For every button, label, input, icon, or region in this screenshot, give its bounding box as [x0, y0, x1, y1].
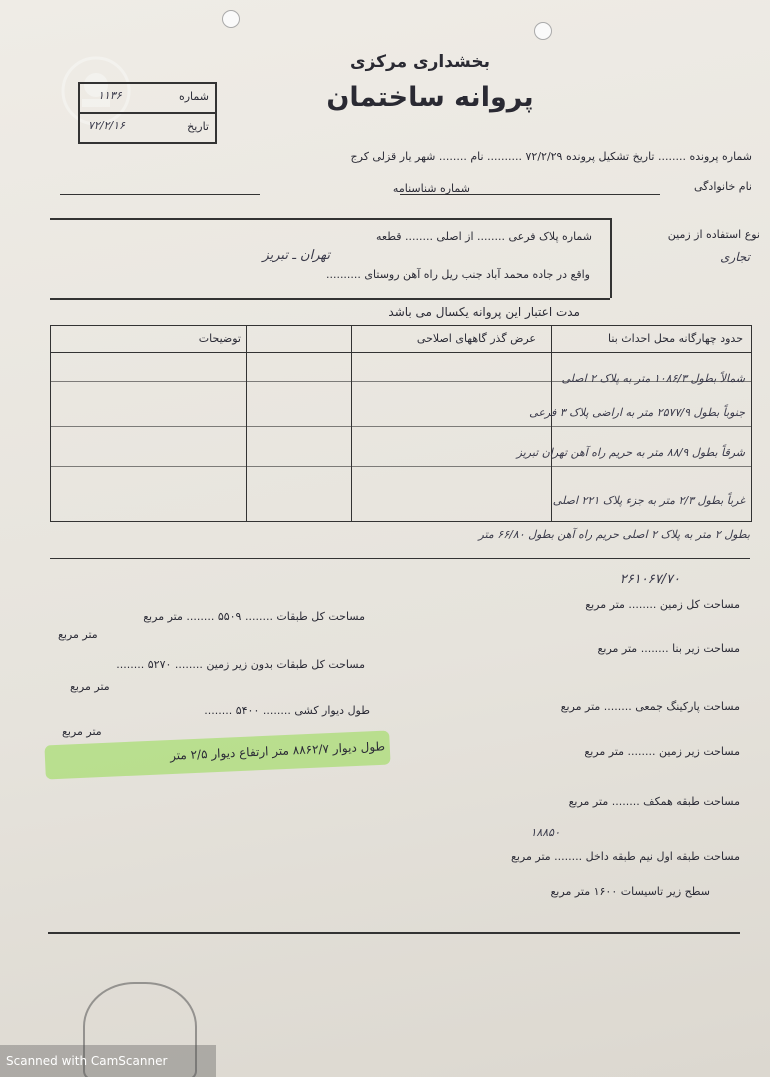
without-basement-unit: متر مربع — [70, 680, 110, 693]
all-floors-unit: متر مربع — [58, 628, 98, 641]
total-land: مساحت کل زمین ........ متر مربع — [585, 598, 740, 611]
address-line: واقع در جاده محمد آباد جنب ریل راه آهن روستای .......... — [325, 268, 590, 281]
without-basement: مساحت کل طبقات بدون زیر زمین ........ ۵۲۷۰ ........ — [116, 658, 365, 671]
basement-area: مساحت زیر زمین ........ متر مربع — [584, 745, 740, 758]
ground-level-area: مساحت طبقه همکف ........ متر مربع — [568, 795, 740, 808]
parking-area: مساحت پارکینگ جمعی ........ متر مربع — [560, 700, 740, 713]
usage-label: نوع استفاده از زمین — [667, 228, 760, 241]
col-notes: توضیحات — [198, 332, 241, 345]
file-line: شماره پرونده ........ تاریخ تشکیل پرونده ۷۲/۲/۲۹ .......... نام ........ شهر یار قزلی کرج — [350, 150, 752, 163]
table-row: بطول ۲ متر به پلاک ۲ اصلی حریم راه آهن بطول ۶۶/۸۰ متر — [478, 528, 750, 541]
ground-floor: مساحت زیر بنا ........ متر مربع — [597, 642, 740, 655]
boundaries-table — [50, 325, 752, 522]
location-value: تهران ـ تبریز — [262, 248, 330, 263]
facilities-area: سطح زیر تاسیسات ۱۶۰۰ متر مربع — [550, 885, 710, 898]
col-boundaries: حدود چهارگانه محل احداث بنا — [608, 332, 743, 345]
col-widths: عرض گذر گاههای اصلاحی — [416, 332, 536, 345]
all-floors: مساحت کل طبقات ........ ۵۵۰۹ ........ متر مربع — [143, 610, 365, 623]
table-row: جنوباً بطول ۲۵۷۷/۹ متر به اراضی پلاک ۳ فرعی — [529, 406, 745, 419]
number-label: شماره — [178, 90, 209, 103]
date-label: تاریخ — [187, 120, 209, 133]
office-title: بخشداری مرکزی — [349, 52, 490, 72]
mezzanine-value: ۱۸۸۵۰ — [530, 826, 560, 839]
plaque-label: شماره پلاک فرعی ........ از اصلی ........ قطعه — [375, 230, 592, 243]
number-box — [78, 82, 217, 144]
id-label: شماره شناسنامه — [392, 182, 470, 195]
family-label: نام خانوادگی — [694, 180, 752, 193]
punch-hole — [534, 22, 552, 40]
table-row: شمالاً بطول ۱۰۸۶/۳ متر به پلاک ۲ اصلی — [561, 372, 745, 385]
wall-length-unit: متر مربع — [62, 725, 102, 738]
mezzanine-area: مساحت طبقه اول نیم طبقه داخل ........ متر مربع — [511, 850, 740, 863]
table-row: شرقاً بطول ۸۸/۹ متر به حریم راه آهن تهران تبریز — [516, 446, 745, 459]
number-value: ۱۱۳۶ — [98, 89, 122, 102]
validity-note: مدت اعتبار این پروانه یکسال می باشد — [388, 305, 580, 319]
permit-title: پروانه ساختمان — [326, 82, 534, 113]
wall-height-line: طول دیوار ۸۸۶۲/۷ متر ارتفاع دیوار ۲/۵ متر — [169, 739, 386, 763]
punch-hole — [222, 10, 240, 28]
usage-value: تجاری — [720, 250, 750, 264]
total-value: ۲۶۱۰۶۷/۷۰ — [619, 572, 680, 587]
wall-length: طول دیوار کشی ........ ۵۴۰۰ ........ — [204, 704, 370, 717]
scanner-watermark: Scanned with CamScanner — [0, 1045, 216, 1077]
date-value: ۷۲/۲/۱۶ — [88, 119, 125, 132]
table-row: غرباً بطول ۲/۳ متر به جزء پلاک ۲۲۱ اصلی — [552, 494, 745, 507]
